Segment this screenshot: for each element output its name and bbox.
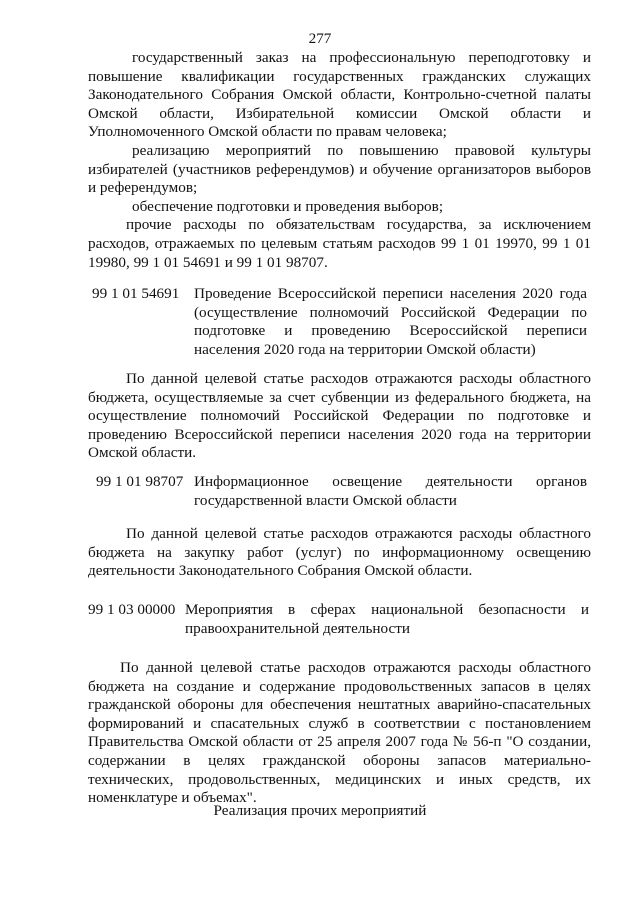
section-title: Проведение Всероссийской переписи населения 2020 года (осуществление полномочий Российской Федерации по подготовке и проведению Всероссийской переписи населения 2020 года на территории Омской области) [194, 285, 587, 358]
section-title: Информационное освещение деятельности органов государственной власти Омской области [194, 473, 587, 509]
intro-item-elections: обеспечение подготовки и проведения выборов; [132, 197, 444, 215]
page-number: 277 [308, 30, 332, 47]
intro-line-1: государственный заказ на профессиональную переподготовку и [132, 49, 591, 66]
intro-item-other-expenses: прочие расходы по обязательствам государства, за исключением расходов, отражаемых по целевым статьям расходов 99 1 01 19970, 99 1 01 19980, 99 1 01 54691 и 99 1 01 98707. [88, 216, 591, 271]
intro-item-legal-culture: реализацию мероприятий по повышению правовой культуры избирателей (участников референдумов) и обучение организаторов выборов и референдумов; [88, 141, 591, 197]
section-description: По данной целевой статье расходов отражаются расходы областного бюджета на создание и содержание продовольственных запасов в целях гражданской обороны для обеспечения нештатных аварийно-спасательных формирований и спасательных служб в соответствии с постановлением Правительства Омской области от 25 апреля 2007 года № 56-п "О создании, содержании в целях гражданской обороны запасов материально-технических, продовольственных, медицинских и иных средств, их номенклатуре и объемах". [88, 659, 591, 807]
closing-heading: Реализация прочих мероприятий [213, 802, 427, 819]
section-code: 99 1 03 00000 [88, 601, 176, 618]
section-description: По данной целевой статье расходов отражаются расходы областного бюджета на закупку работ (услуг) по информационному освещению деятельности Законодательного Собрания Омской области. [88, 525, 591, 580]
intro-block [88, 49, 591, 272]
section-code: 99 1 01 54691 [92, 285, 180, 302]
intro-paragraph-1: повышение квалификации государственных гражданских служащих Законодательного Собрания Омской области, Контрольно-счетной палаты Омской области, Избирательной комиссии Омской области и Уполномоченного Омской области по правам человека; [88, 67, 591, 141]
section-description: По данной целевой статье расходов отражаются расходы областного бюджета, осуществляемые за счет субвенции из федерального бюджета, на осуществление полномочий Российской Федерации по подготовке и проведению Всероссийской переписи населения 2020 года на территории Омской области. [88, 370, 591, 462]
section-code: 99 1 01 98707 [96, 473, 184, 490]
section-title: Мероприятия в сферах национальной безопасности и правоохранительной деятельности [185, 601, 589, 637]
